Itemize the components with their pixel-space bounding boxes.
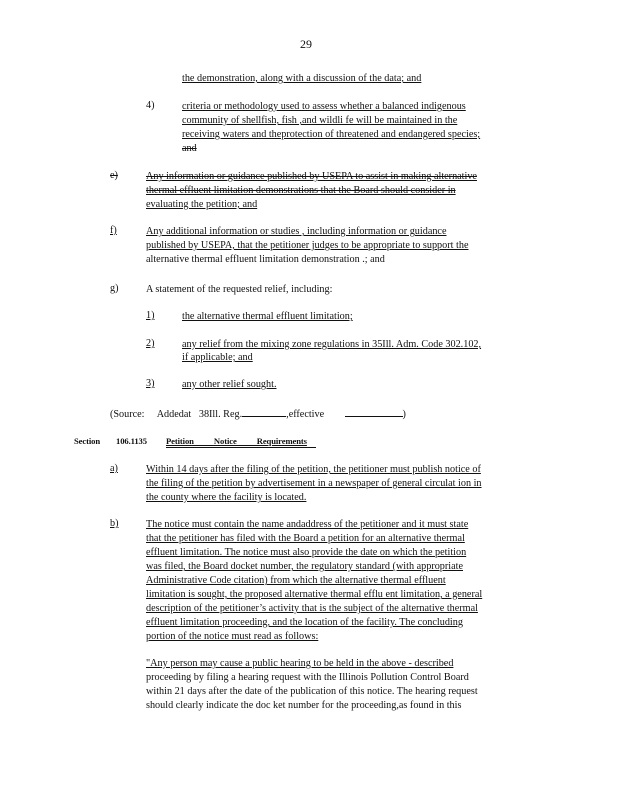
item-a-line-2: the filing of the petition by advertisement in a newspaper of general circulat ion in bbox=[146, 478, 482, 489]
item-e-line-3: evaluating the petition; and bbox=[146, 199, 258, 210]
reg-page-blank bbox=[242, 406, 286, 417]
source-label: (Source: bbox=[110, 409, 145, 420]
page-number: 29 bbox=[300, 37, 312, 51]
item-4-marker: 4) bbox=[146, 100, 155, 111]
item-b-line-7: description of the petitioner’s activity that is the subject of the alternative thermal bbox=[146, 603, 478, 614]
source-added: Addedat bbox=[156, 409, 192, 420]
item-f-marker: f) bbox=[110, 225, 117, 236]
notice-quote-line-4: should clearly indicate the doc ket number for the proceeding,as found in this bbox=[146, 700, 462, 711]
item-b-marker: b) bbox=[110, 518, 119, 529]
source-reg: 38Ill. Reg. bbox=[198, 409, 243, 420]
item-g-1-marker: 1) bbox=[146, 310, 155, 321]
section-number: 106.1135 bbox=[116, 436, 147, 446]
item-b-line-8: effluent limitation proceeding, and the location of the facility. The concluding bbox=[146, 617, 463, 628]
continuation-line: the demonstration, along with a discussion of the data; and bbox=[182, 73, 422, 84]
item-b-line-4: was filed, the Board docket number, the regulatory standard (with appropriate bbox=[146, 561, 463, 572]
item-4-line-2: community of shellfish, fish ,and wildli fe will be maintained in the bbox=[182, 115, 458, 126]
notice-quote-line-1: "Any person may cause a public hearing to be held in the above - described bbox=[146, 658, 454, 669]
item-4-line-4: and bbox=[182, 143, 197, 154]
section-label: Section bbox=[74, 436, 101, 446]
item-e-line-2: thermal effluent limitation demonstrations that the Board should consider in bbox=[146, 185, 456, 196]
source-close: ) bbox=[402, 409, 406, 420]
item-g-2-line-1: any relief from the mixing zone regulations in 35Ill. Adm. Code 302.102, bbox=[182, 339, 482, 350]
item-b-line-3: effluent limitation. The notice must also provide the date on which the petition bbox=[146, 547, 467, 558]
item-g-3-line-1: any other relief sought. bbox=[182, 379, 277, 390]
item-b-line-6: limitation is sought, the proposed alternative thermal efflu ent limitation, a general bbox=[146, 589, 483, 600]
source-effective: ,effective bbox=[286, 409, 325, 420]
item-g-1-line-1: the alternative thermal effluent limitation; bbox=[182, 311, 353, 322]
item-g-2-marker: 2) bbox=[146, 338, 155, 349]
item-g-2-line-2: if applicable; and bbox=[182, 352, 253, 363]
item-b-line-2: that the petitioner has filed with the Board a petition for an alternative thermal bbox=[146, 533, 465, 544]
item-4-line-3: receiving waters and theprotection of threatened and endangered species; bbox=[182, 129, 481, 140]
item-g-3-marker: 3) bbox=[146, 378, 155, 389]
item-a-line-3: the county where the facility is located. bbox=[146, 492, 307, 503]
item-f-line-2: published by USEPA, that the petitioner judges to be appropriate to support the bbox=[146, 240, 469, 251]
effective-date-blank bbox=[345, 406, 403, 417]
item-a-marker: a) bbox=[110, 463, 118, 474]
item-b-line-1: The notice must contain the name andaddress of the petitioner and it must state bbox=[146, 519, 469, 530]
item-e-marker: e) bbox=[110, 170, 118, 181]
item-g-text: A statement of the requested relief, including: bbox=[146, 284, 333, 295]
item-a-line-1: Within 14 days after the filing of the petition, the petitioner must publish notice of bbox=[146, 464, 481, 475]
item-b-line-9: portion of the notice must read as follows: bbox=[146, 631, 319, 642]
notice-quote-line-2: proceeding by filing a hearing request with the Illinois Pollution Control Board bbox=[146, 672, 469, 683]
item-f-line-3: alternative thermal effluent limitation demonstration .; and bbox=[146, 254, 385, 265]
section-title-rule bbox=[166, 447, 316, 448]
item-g-marker: g) bbox=[110, 283, 119, 294]
notice-quote-line-3: within 21 days after the date of the publication of this notice. The hearing request bbox=[146, 686, 478, 697]
source-note bbox=[110, 406, 406, 422]
item-4-line-1: criteria or methodology used to assess whether a balanced indigenous bbox=[182, 101, 466, 112]
item-f-line-1: Any additional information or studies , including information or guidance bbox=[146, 226, 447, 237]
item-e-line-1: Any information or guidance published by USEPA to assist in making alternative bbox=[146, 171, 477, 182]
item-b-line-5: Administrative Code citation) from which the alternative thermal effluent bbox=[146, 575, 446, 586]
section-title: Petition Notice Requirements bbox=[166, 436, 307, 446]
